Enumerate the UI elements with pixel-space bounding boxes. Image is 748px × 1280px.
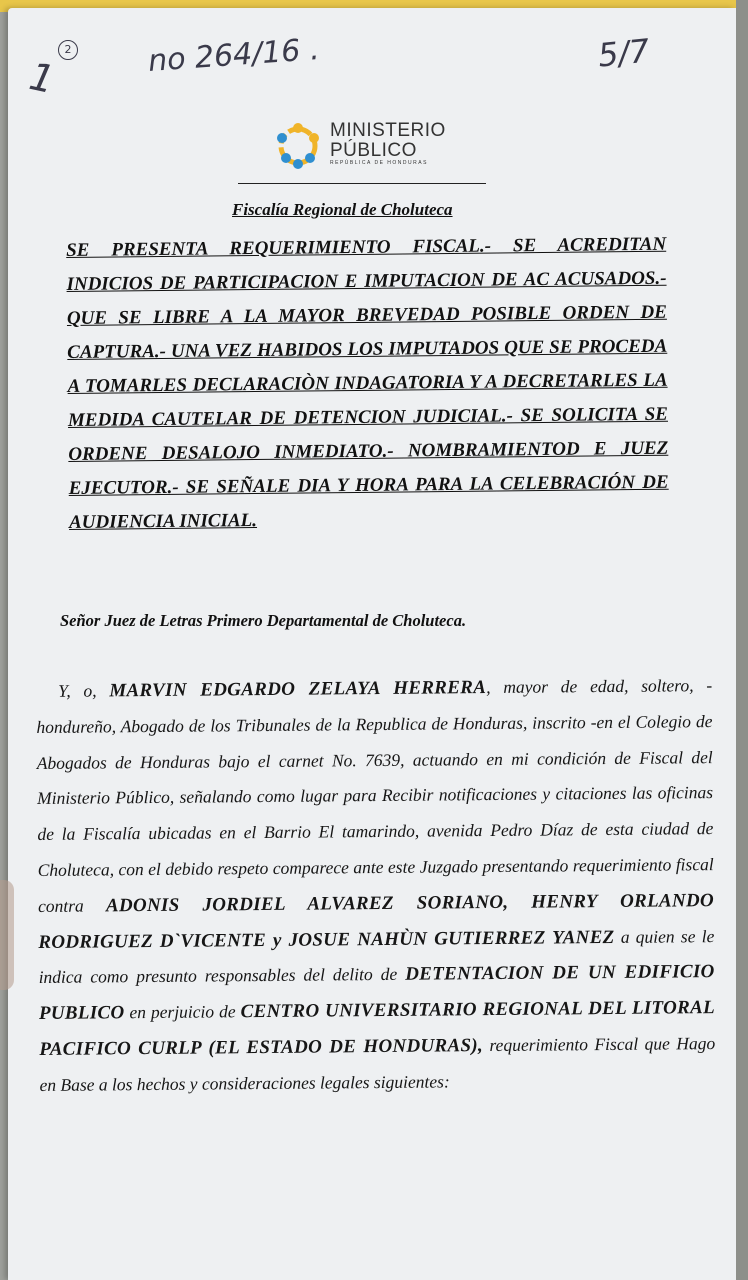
finger-shadow — [0, 880, 14, 990]
background-edge — [736, 0, 748, 1280]
office-title: Fiscalía Regional de Choluteca — [232, 200, 453, 219]
body-text-closing: requerimiento Fiscal que Hago en Base a los hechos y consideraciones legales siguientes: — [39, 1033, 716, 1095]
logo-text-publico: PÚBLICO — [330, 140, 417, 161]
crime-name: DETENTACION DE UN EDIFICIO PUBLICO — [38, 961, 715, 1025]
logo-emblem-icon — [270, 118, 326, 174]
margin-mark: 1 — [25, 53, 59, 103]
signature-rule — [238, 183, 486, 184]
ministerio-publico-logo — [270, 118, 470, 174]
addressee: Señor Juez de Letras Primero Departamental de Choluteca. — [60, 611, 467, 630]
body-text-intro: Y, o, — [58, 680, 97, 701]
body-text-prejudice: en perjuicio de — [129, 1001, 236, 1023]
prosecutor-name: MARVIN EDGARDO ZELAYA HERRERA — [109, 677, 487, 702]
document-page — [8, 8, 736, 1280]
logo-text-ministerio: MINISTERIO — [330, 120, 446, 141]
page-count: 5/7 — [596, 31, 652, 75]
body-text-charge: a quien se le indica como presunto responsables del delito de — [38, 925, 715, 988]
logo-text-republica: REPÚBLICA DE HONDURAS — [330, 160, 428, 166]
accused-names: ADONIS JORDIEL ALVAREZ SORIANO, HENRY ORLANDO RODRIGUEZ D`VICENTE y JOSUE NAHÙN GUTIERREZ YANEZ — [38, 889, 715, 953]
file-number: no 264/16 . — [146, 32, 321, 79]
body-text-identification: , mayor de edad, soltero, - hondureño, Abogado de los Tribunales de la Republica de Honduras, inscrito -en el Colegio de Abogados de Honduras bajo el carnet No. 7639, actuando en mi condición de Fiscal del Ministerio Público, señalando como lugar para Recibir notificaciones y citaciones las oficinas de la Fiscalía ubicadas en el Barrio El tamarindo, avenida Pedro Díaz de esta ciudad de Choluteca, con el debido respeto comparece ante este Juzgado presentando requerimiento fiscal contra — [36, 675, 714, 916]
document-heading: SE PRESENTA REQUERIMIENTO FISCAL.- SE ACREDITAN INDICIOS DE PARTICIPACION E IMPUTACION DE AC ACUSADOS.- QUE SE LIBRE A LA MAYOR BREVEDAD POSIBLE ORDEN DE CAPTURA.- UNA VEZ HABIDOS LOS IMPUTADOS QUE SE PROCEDA A TOMARLES DECLARACIÒN INDAGATORIA Y A DECRETARLES LA MEDIDA CAUTELAR DE DETENCION JUDICIAL.- SE SOLICITA SE ORDENE DESALOJO INMEDIATO.- NOMBRAMIENTOD E JUEZ EJECUTOR.- SE SEÑALE DIA Y HORA PARA LA CELEBRACIÓN DE AUDIENCIA INICIAL. — [66, 233, 669, 533]
victim-name: CENTRO UNIVERSITARIO REGIONAL DEL LITORAL PACIFICO CURLP (EL ESTADO DE HONDURAS), — [39, 997, 716, 1060]
body-paragraph — [36, 668, 716, 1103]
circled-number: 2 — [58, 40, 78, 60]
